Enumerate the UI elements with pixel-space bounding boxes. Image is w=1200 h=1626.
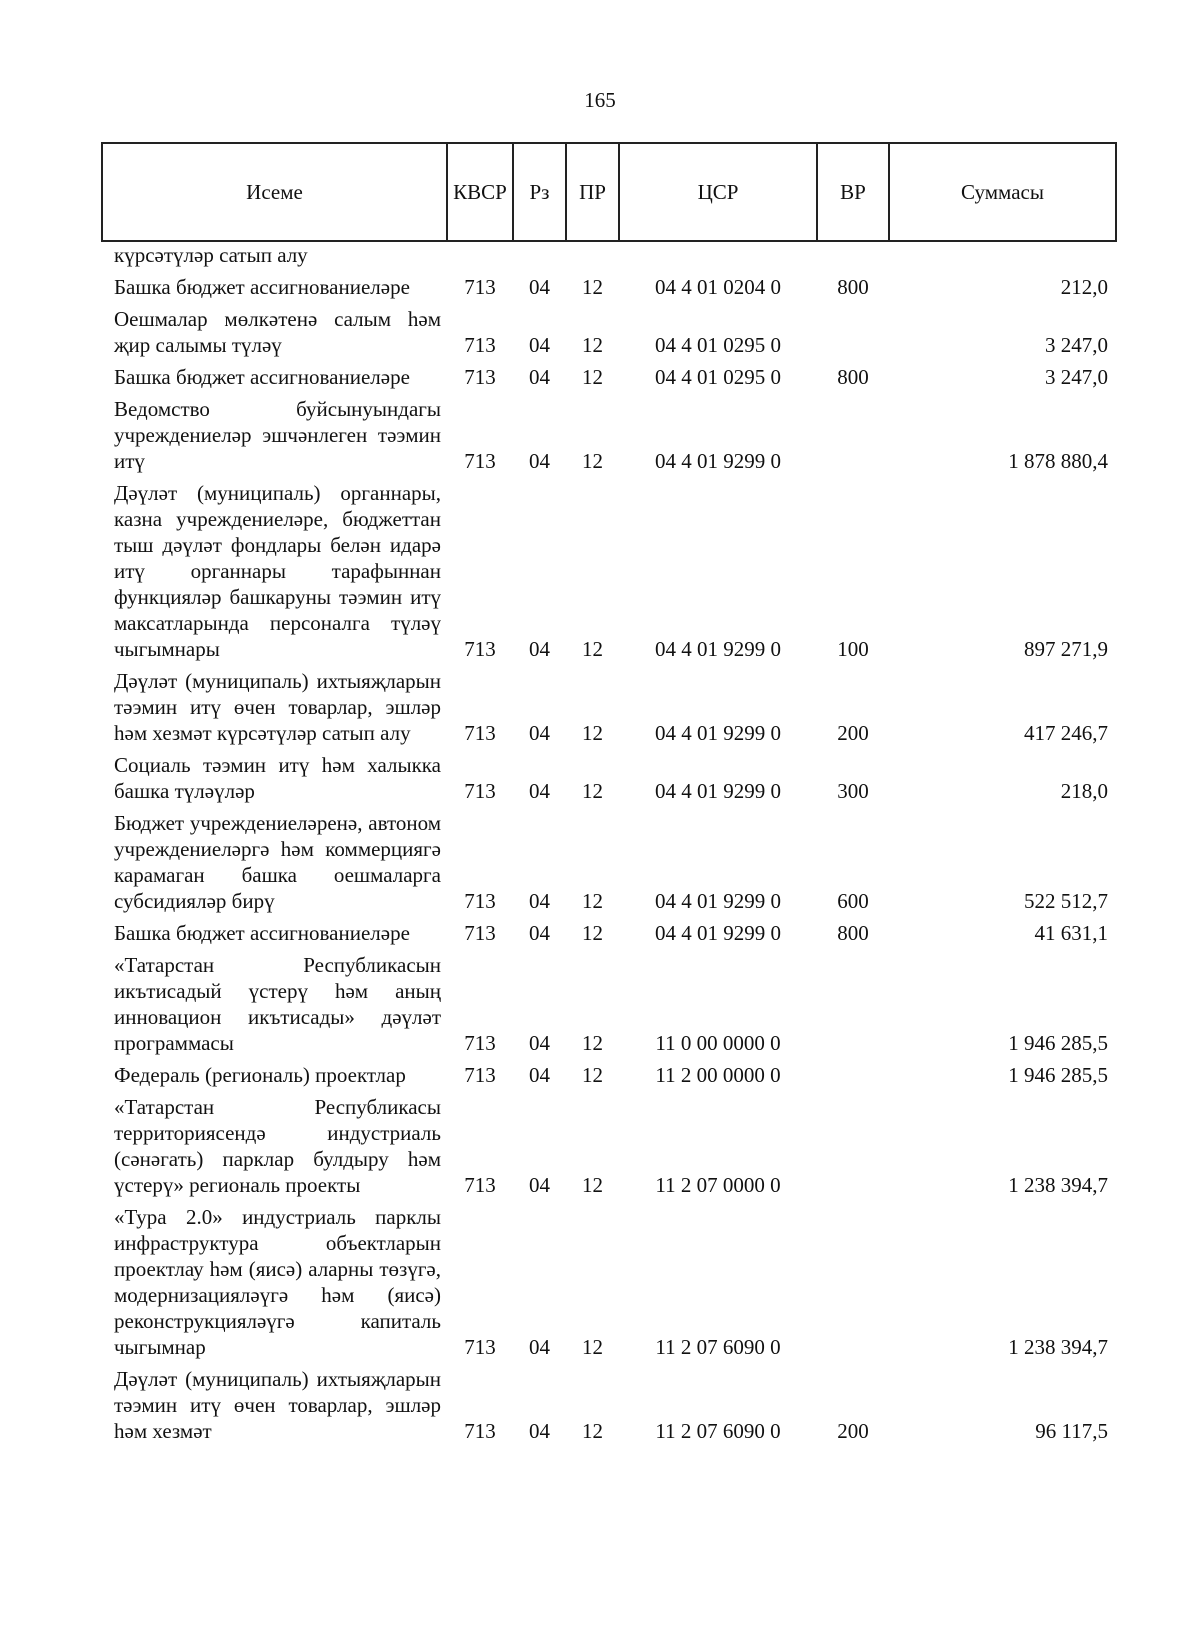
- cell-vr: 300: [837, 779, 869, 803]
- table-header: [102, 143, 1116, 241]
- cell-kvsr: [447, 241, 513, 272]
- cell-name: Бюджет учреждениеләренә, автоном учреждениеләргә һәм коммерциягә карамаган башка оешмаларга субсидияләр бирү: [114, 811, 441, 913]
- cell-pr: 12: [582, 1335, 603, 1359]
- cell-name: Дәүләт (муниципаль) ихтыяҗларын тәэмин итү өчен товарлар, эшләр һәм хезмәт күрсәтүләр сатып алу: [114, 669, 441, 745]
- cell-name: Дәүләт (муниципаль) ихтыяҗларын тәэмин итү өчен товарлар, эшләр һәм хезмәт: [114, 1367, 441, 1443]
- cell-kvsr: 713: [464, 333, 496, 357]
- cell-kvsr: 713: [464, 1173, 496, 1197]
- table-row: [102, 394, 1116, 478]
- cell-kvsr: 713: [464, 921, 496, 945]
- cell-rz: 04: [529, 1063, 550, 1087]
- cell-csr: 11 2 00 0000 0: [655, 1063, 781, 1087]
- cell-name: Ведомство буйсынуындагы учреждениеләр эшчәнлеген тәэмин итү: [114, 397, 441, 473]
- cell-sum: 1 878 880,4: [1008, 449, 1108, 473]
- cell-name: «Татарстан Республикасы территориясендә индустриаль (сәнәгать) парклар булдыру һәм үстерү» региональ проекты: [114, 1095, 441, 1197]
- cell-vr: 600: [837, 889, 869, 913]
- cell-rz: [513, 241, 566, 272]
- cell-rz: 04: [529, 921, 550, 945]
- cell-name: Оешмалар мөлкәтенә салым һәм җир салымы түләү: [114, 307, 441, 357]
- header-pr: ПР: [566, 143, 619, 241]
- cell-vr: [817, 1060, 889, 1092]
- cell-rz: 04: [529, 1335, 550, 1359]
- cell-vr: [817, 304, 889, 362]
- cell-csr: 04 4 01 0204 0: [655, 275, 781, 299]
- cell-pr: 12: [582, 779, 603, 803]
- cell-csr: 11 0 00 0000 0: [655, 1031, 781, 1055]
- cell-csr: 04 4 01 9299 0: [655, 779, 781, 803]
- cell-csr: 04 4 01 9299 0: [655, 637, 781, 661]
- table-row: [102, 808, 1116, 918]
- header-kvsr: КВСР: [447, 143, 513, 241]
- cell-pr: 12: [582, 365, 603, 389]
- cell-pr: 12: [582, 1173, 603, 1197]
- cell-kvsr: 713: [464, 889, 496, 913]
- table-row: [102, 1364, 1116, 1448]
- cell-name: Дәүләт (муниципаль) органнары, казна учреждениеләре, бюджеттан тыш дәүләт фондлары белән идарә итү органнары тарафыннан функцияләр башкаруны тәэмин итү максатларында персоналга түләү чыгымнары: [114, 481, 441, 661]
- cell-csr: 04 4 01 9299 0: [655, 921, 781, 945]
- cell-sum: 3 247,0: [1045, 333, 1108, 357]
- header-vr: ВР: [817, 143, 889, 241]
- cell-rz: 04: [529, 779, 550, 803]
- cell-name: «Татарстан Республикасын икътисадый үстерү һәм аның инновацион икътисады» дәүләт программасы: [114, 953, 441, 1055]
- cell-rz: 04: [529, 449, 550, 473]
- budget-table: [101, 142, 1117, 1448]
- cell-kvsr: 713: [464, 1063, 496, 1087]
- cell-vr: 200: [837, 1419, 869, 1443]
- cell-csr: [619, 241, 817, 272]
- cell-kvsr: 713: [464, 275, 496, 299]
- table-row: [102, 362, 1116, 394]
- cell-rz: 04: [529, 333, 550, 357]
- cell-sum: 522 512,7: [1024, 889, 1108, 913]
- cell-vr: 100: [837, 637, 869, 661]
- cell-pr: 12: [582, 921, 603, 945]
- cell-pr: 12: [582, 333, 603, 357]
- table-row: [102, 950, 1116, 1060]
- page-number: 165: [584, 88, 616, 112]
- cell-sum: 1 238 394,7: [1008, 1335, 1108, 1359]
- cell-sum: 3 247,0: [1045, 365, 1108, 389]
- cell-pr: 12: [582, 1419, 603, 1443]
- cell-pr: 12: [582, 449, 603, 473]
- header-csr: ЦСР: [619, 143, 817, 241]
- cell-csr: 11 2 07 6090 0: [655, 1335, 781, 1359]
- table-row: [102, 1202, 1116, 1364]
- cell-sum: 96 117,5: [1035, 1419, 1108, 1443]
- table-row: [102, 272, 1116, 304]
- cell-name: Башка бюджет ассигнованиеләре: [114, 921, 410, 945]
- cell-csr: 04 4 01 9299 0: [655, 721, 781, 745]
- cell-rz: 04: [529, 1173, 550, 1197]
- header-row: [102, 143, 1116, 241]
- table-row: [102, 750, 1116, 808]
- cell-pr: 12: [582, 1063, 603, 1087]
- cell-sum: 212,0: [1060, 275, 1108, 299]
- cell-pr: 12: [582, 1031, 603, 1055]
- cell-name: Башка бюджет ассигнованиеләре: [114, 365, 410, 389]
- cell-pr: 12: [582, 637, 603, 661]
- cell-pr: 12: [582, 889, 603, 913]
- cell-vr: [817, 950, 889, 1060]
- table-row: [102, 1092, 1116, 1202]
- cell-rz: 04: [529, 1031, 550, 1055]
- cell-sum: 417 246,7: [1024, 721, 1108, 745]
- cell-rz: 04: [529, 637, 550, 661]
- cell-vr: 800: [837, 365, 869, 389]
- cell-vr: [817, 1202, 889, 1364]
- cell-csr: 11 2 07 6090 0: [655, 1419, 781, 1443]
- cell-name: Социаль тәэмин итү һәм халыкка башка түләүләр: [114, 753, 441, 803]
- cell-kvsr: 713: [464, 1335, 496, 1359]
- cell-rz: 04: [529, 275, 550, 299]
- cell-kvsr: 713: [464, 721, 496, 745]
- table-body: [102, 241, 1116, 1448]
- cell-name: Федераль (региональ) проектлар: [114, 1063, 406, 1087]
- cell-vr: [817, 1092, 889, 1202]
- cell-name: Башка бюджет ассигнованиеләре: [114, 275, 410, 299]
- cell-sum: 1 946 285,5: [1008, 1063, 1108, 1087]
- cell-sum: 41 631,1: [1034, 921, 1108, 945]
- cell-sum: [889, 241, 1116, 272]
- cell-kvsr: 713: [464, 779, 496, 803]
- cell-csr: 04 4 01 0295 0: [655, 365, 781, 389]
- cell-kvsr: 713: [464, 449, 496, 473]
- cell-vr: [817, 241, 889, 272]
- cell-vr: [817, 394, 889, 478]
- header-name: Исеме: [102, 143, 447, 241]
- cell-name: күрсәтүләр сатып алу: [114, 243, 308, 267]
- cell-kvsr: 713: [464, 637, 496, 661]
- table-row: [102, 918, 1116, 950]
- cell-sum: 1 238 394,7: [1008, 1173, 1108, 1197]
- table-row: [102, 478, 1116, 666]
- cell-sum: 897 271,9: [1024, 637, 1108, 661]
- cell-rz: 04: [529, 1419, 550, 1443]
- cell-rz: 04: [529, 889, 550, 913]
- table-row: [102, 241, 1116, 272]
- table-row: [102, 1060, 1116, 1092]
- table-row: [102, 304, 1116, 362]
- cell-csr: 11 2 07 0000 0: [655, 1173, 781, 1197]
- cell-kvsr: 713: [464, 1419, 496, 1443]
- header-rz: Рз: [513, 143, 566, 241]
- table-row: [102, 666, 1116, 750]
- header-sum: Суммасы: [889, 143, 1116, 241]
- cell-name: «Тура 2.0» индустриаль парклы инфраструктура объектларын проектлау һәм (яисә) аларны төзүгә, модернизацияләүгә һәм (яисә) реконструкцияләүгә капиталь чыгымнар: [114, 1205, 441, 1359]
- cell-pr: 12: [582, 721, 603, 745]
- cell-vr: 800: [837, 921, 869, 945]
- cell-vr: 800: [837, 275, 869, 299]
- cell-pr: [566, 241, 619, 272]
- cell-csr: 04 4 01 9299 0: [655, 449, 781, 473]
- cell-csr: 04 4 01 9299 0: [655, 889, 781, 913]
- cell-rz: 04: [529, 721, 550, 745]
- cell-kvsr: 713: [464, 1031, 496, 1055]
- cell-csr: 04 4 01 0295 0: [655, 333, 781, 357]
- cell-vr: 200: [837, 721, 869, 745]
- cell-sum: 1 946 285,5: [1008, 1031, 1108, 1055]
- cell-sum: 218,0: [1060, 779, 1108, 803]
- cell-pr: 12: [582, 275, 603, 299]
- cell-kvsr: 713: [464, 365, 496, 389]
- cell-rz: 04: [529, 365, 550, 389]
